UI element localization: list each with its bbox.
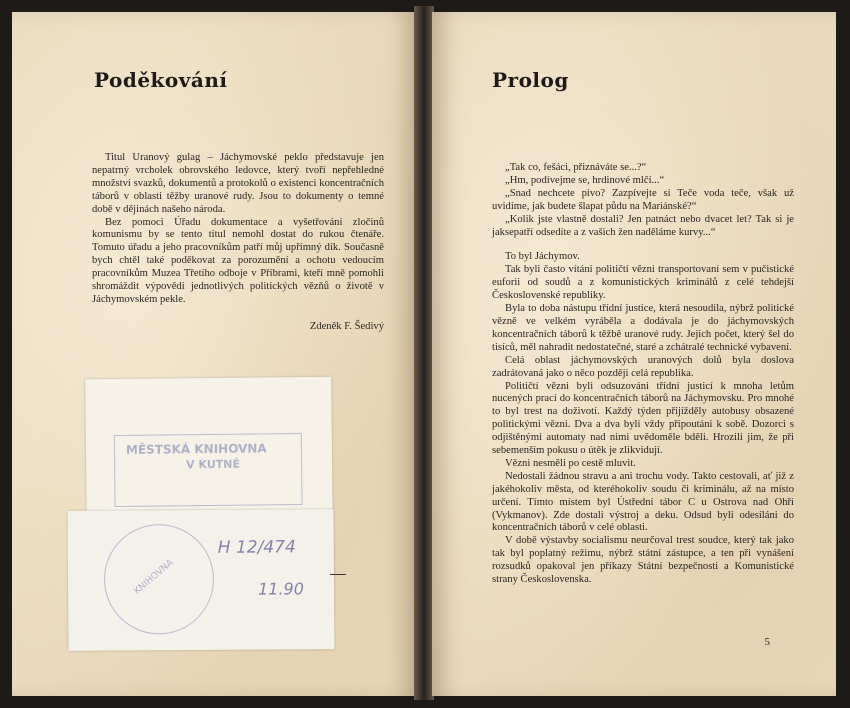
book-spine-gutter	[414, 6, 434, 700]
acknowledgements-paragraph-2: Bez pomoci Úřadu dokumentace a vyšetřování zločinů komunismu by se tento titul nemohl dostat do rukou čtenáře. Tomuto úřadu a jeho pracovníkům patří můj upřímný dík. Současně bych chtěl také poděkovat za porozumění a ochotu vedoucím pracovníkům Muzea Třetího odboje v Příbrami, kteří mně pomohli shromáždit výpovědi jednotlivých politických vězňů o životě v Jáchymovském pekle.	[92, 216, 384, 305]
author-signature: Zdeněk F. Šedivý	[309, 320, 384, 332]
dialogue-line-1: „Tak co, fešáci, přiznáváte se...?“	[505, 162, 647, 173]
left-page	[12, 12, 416, 696]
library-sticker-top	[85, 377, 333, 530]
prologue-paragraph-3: Byla to doba nástupu třídní justice, která nesoudila, nýbrž politické vězně ve velkém vyráběla a dodávala je do jáchymovských koncentračních táborů k těžbě uranové rudy. Jejich počet, který šel do tisíců, měl nahradit nedostatečné, staré a zchátralé technické vybavení.	[492, 303, 794, 353]
library-round-stamp-text: KNIHOVNA	[132, 557, 176, 597]
prologue-paragraph-5: Političtí vězni byli odsuzováni třídní justicí k mnoha letům nucených prací do koncentračních táborů na Jáchymovsku. Pro mnohé to byl trest na doživotí. Každý týden přijížděly autobusy obsazené politickými vězni. Dva a dva byli vždy připoutáni k sobě. Dozorci s odjištěnými automaty nad nimi uvědoměle bděli. Hrozili jim, že při sebemenším pokusu o útěk je zlikvidují.	[492, 380, 794, 457]
page-number: 5	[764, 636, 770, 648]
right-page-heading: Prolog	[492, 68, 569, 92]
handwritten-shelf-mark: H 12/474	[217, 537, 296, 558]
prologue-text	[492, 162, 794, 587]
handwritten-date: 11.90	[257, 579, 304, 599]
library-stamp-line-2: V KUTNÉ	[186, 457, 241, 472]
library-stamp-line-1: MĚSTSKÁ KNIHOVNA	[125, 441, 267, 457]
prologue-paragraph-1: To byl Jáchymov.	[505, 251, 580, 263]
open-book	[8, 6, 842, 700]
dialogue-line-2: „Hm, podívejme se, hrdinové mlčí...“	[505, 174, 665, 186]
prologue-paragraph-6: Vězni nesměli po cestě mluvit.	[505, 457, 636, 469]
prologue-paragraph-7: Nedostali žádnou stravu a ani trochu vody. Takto cestovali, ať již z jakéhokoliv města, od kteréhokoliv soudu či kriminálu, až na místo určení. Tímto místem byl Ústřední tábor C u Ostrova nad Ohří (Vykmanov). Zde dostali výstroj a deku. Odsud byli odesíláni do koncentračních táborů v celé oblasti.	[492, 470, 794, 534]
paragraph-gap	[492, 239, 794, 251]
acknowledgements-paragraph-1: Titul Uranový gulag – Jáchymovské peklo představuje jen nepatrný vrcholek obrovského ledovce, který tvoří nepřehledné množství svazků, dokumentů a protokolů o existenci koncentračních táborů v oblasti těžby uranové rudy. Jsou to dokumenty o temné době v dějinách našeho národa.	[92, 152, 384, 215]
prologue-paragraph-4: Celá oblast jáchymovských uranových dolů byla doslova zadrátovaná jako o něco později celá republika.	[492, 354, 794, 379]
margin-mark	[330, 574, 346, 575]
dialogue-line-4: „Kolik jste vlastně dostali? Jen patnáct nebo dvacet let? Tak si je jaksepatří odsedíte a z vašich žen naděláme kurvy...“	[492, 213, 794, 238]
dialogue-line-3: „Snad nechcete pivo? Zazpívejte si Teče voda teče, však už uvidíme, jak budete šlapat půdu na Mariánské?“	[492, 187, 794, 212]
acknowledgements-text	[92, 152, 384, 334]
right-page	[432, 12, 836, 696]
library-sticker-bottom	[68, 509, 335, 651]
prologue-paragraph-8: V době výstavby socialismu neurčoval trest soudce, který tak jako tak byl poplatný režimu, nýbrž státní zástupce, a ten při vynášení rozsudků opakoval jen příkazy Státní bezpečnosti a Komunistické strany Československa.	[492, 535, 794, 586]
left-page-heading: Poděkování	[94, 68, 228, 92]
prologue-paragraph-2: Tak byli často vítáni političtí vězni transportovaní sem v pučistické euforii od soudů a z komunistických kriminálů z celé tehdejší Československé republiky.	[492, 264, 794, 302]
